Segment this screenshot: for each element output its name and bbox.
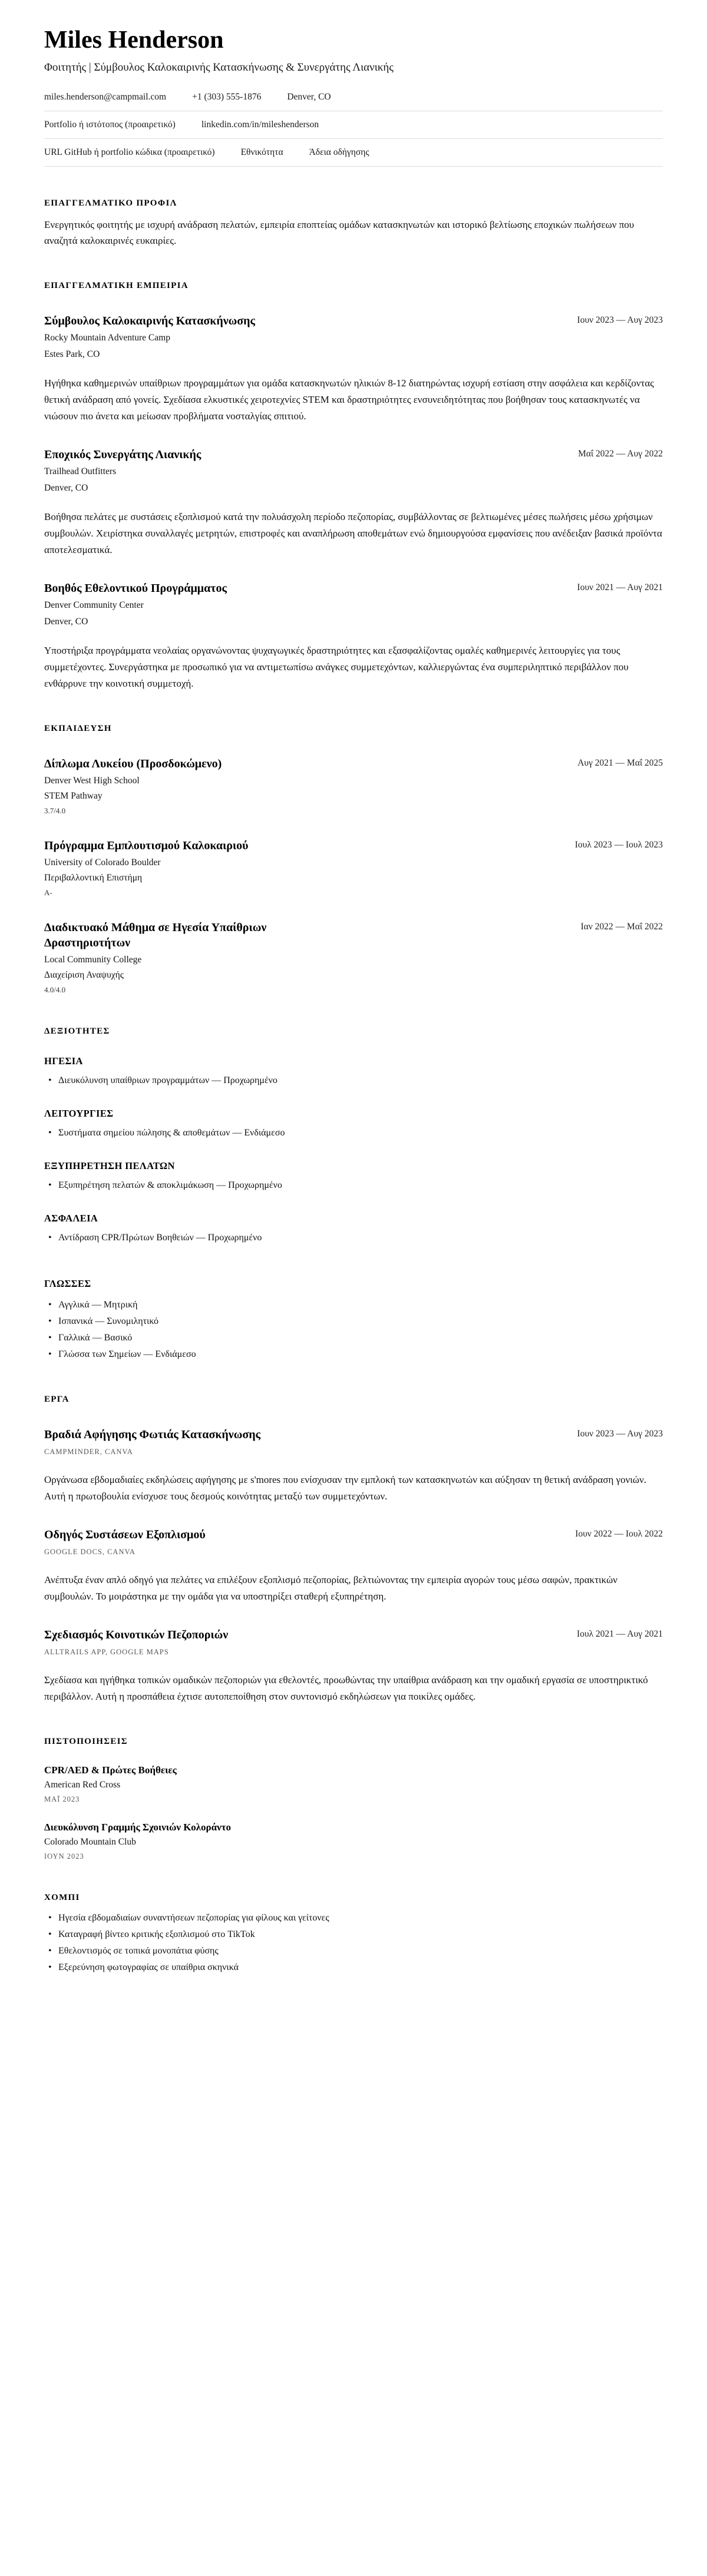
contact-row-2 [44,111,663,139]
contact-github: URL GitHub ή portfolio κώδικα (προαιρετικό) [44,147,215,158]
section-title-projects: ΕΡΓΑ [44,1395,70,1405]
section-hobbies [44,1893,663,1976]
project-entry-head [44,1427,663,1442]
contact-linkedin: linkedin.com/in/mileshenderson [201,120,319,130]
job-description: Ηγήθηκα καθημερινών υπαίθριων προγραμμάτων για ομάδα κατασκηνωτών ηλικιών 8-12 διατηρώντας ισχυρή εστίαση στην ασφάλεια και κερδίζοντας θετική ανάδραση από γονείς. Σχεδίασα ελκυστικές χειροτεχνίες STEM και δραστηριότητες ενσυνειδητότητας που βοήθησαν τους κατασκηνωτές να νιώσουν πιο άνετα και μείωσαν προβλήματα νοσταλγίας σπιτιού. [44,377,654,422]
contact-phone: +1 (303) 555-1876 [192,92,262,102]
section-title-experience: ΕΠΑΓΓΕΛΜΑΤΙΚΗ ΕΜΠΕΙΡΙΑ [44,280,189,290]
section-title-hobbies: ΧΟΜΠΙ [44,1893,80,1903]
section-title-languages: ΓΛΩΣΣΕΣ [44,1278,91,1290]
project-description: Ανέπτυξα έναν απλό οδηγό για πελάτες να επιλέξουν εξοπλισμό πεζοπορίας, βελτιώνοντας την εμπειρία αγορών τους μέσω σαφών, πρακτικών συμβουλών. Το μοιράστηκα με την ομάδα για να υποστηρίξει σταθερή εξυπηρέτηση. [44,1574,617,1602]
contact-driving-license: Άδεια οδήγησης [309,147,369,158]
hobby-item: • Ηγεσία εβδομαδιαίων συναντήσεων πεζοπορίας για φίλους και γείτονες [44,1910,663,1926]
skill-category-name: ΛΕΙΤΟΥΡΓΙΕΣ [44,1108,114,1120]
education-field: STEM Pathway [44,791,103,802]
contact-block [44,84,663,167]
section-projects [44,1395,663,1705]
profile-text: Ενεργητικός φοιτητής με ισχυρή ανάδραση πελατών, εμπειρία εποπτείας ομάδων κατασκηνωτών και ιστορικό βελτίωσης εποχικών πωλήσεων που αναζητά καλοκαιρινές ευκαιρίες. [44,219,635,247]
project-tools: CAMPMINDER, CANVA [44,1448,133,1456]
skill-item: • Διευκόλυνση υπαίθριων προγραμμάτων — Προχωρημένο [44,1072,663,1089]
project-dates: Ιουν 2023 — Αυγ 2023 [577,1429,663,1439]
job-location: Denver, CO [44,482,88,493]
contact-email: miles.henderson@campmail.com [44,92,167,102]
project-name: Οδηγός Συστάσεων Εξοπλισμού [44,1528,206,1542]
job-entry [44,581,663,692]
education-gpa: 3.7/4.0 [44,806,66,816]
education-dates: Ιαν 2022 — Μαΐ 2022 [580,922,663,932]
job-company: Trailhead Outfitters [44,466,117,476]
project-entry [44,1427,663,1505]
job-dates: Ιουν 2021 — Αυγ 2021 [577,582,663,592]
contact-location: Denver, CO [287,92,331,102]
job-entry [44,313,663,425]
job-company: Rocky Mountain Adventure Camp [44,332,170,343]
section-skills [44,1027,663,1246]
section-certifications [44,1737,663,1861]
education-school: Local Community College [44,955,142,965]
skill-item: • Συστήματα σημείου πώλησης & αποθεμάτων — Ενδιάμεσο [44,1125,663,1141]
education-school: Denver West High School [44,776,140,786]
project-dates: Ιουλ 2021 — Αυγ 2021 [577,1629,663,1640]
skill-category-name: ΑΣΦΑΛΕΙΑ [44,1213,98,1224]
job-description: Βοήθησα πελάτες με συστάσεις εξοπλισμού κατά την πολυάσχολη περίοδο πεζοπορίας, συμβάλλοντας σε βελτιωμένες μέσες πωλήσεις μέσω χρήσιμων συμβουλών. Χειρίστηκα συναλλαγές μετρητών, επιστροφές και αναπλήρωση αποθεμάτων ενώ δημιουργούσα εμφανίσεις που ανέδειξαν βασικά προϊόντα αποτελεσματικά. [44,511,662,555]
job-entry [44,447,663,558]
project-name: Βραδιά Αφήγησης Φωτιάς Κατασκήνωσης [44,1428,261,1442]
skill-category-name: ΕΞΥΠΗΡΕΤΗΣΗ ΠΕΛΑΤΩΝ [44,1160,175,1172]
education-entry [44,920,663,995]
project-tools: GOOGLE DOCS, CANVA [44,1548,136,1557]
job-location: Denver, CO [44,616,88,627]
skill-category [44,1160,663,1194]
job-entry-head [44,447,663,462]
education-field: Διαχείριση Αναψυχής [44,970,124,981]
job-company: Denver Community Center [44,600,144,610]
skill-item: • Εξυπηρέτηση πελατών & αποκλιμάκωση — Προχωρημένο [44,1177,663,1194]
certification-name: Διευκόλυνση Γραμμής Σχοινιών Κολοράντο [44,1822,232,1833]
resume-header [44,26,663,167]
education-school: University of Colorado Boulder [44,857,161,868]
education-entry-head [44,920,663,951]
section-title-profile: ΕΠΑΓΓΕΛΜΑΤΙΚΟ ΠΡΟΦΙΛ [44,198,177,208]
resume-subtitle: Φοιτητής | Σύμβουλος Καλοκαιρινής Κατασκήνωσης & Συνεργάτης Λιανικής [44,61,394,74]
certification-issuer: Colorado Mountain Club [44,1837,136,1847]
job-title: Εποχικός Συνεργάτης Λιανικής [44,448,201,461]
language-item: • Αγγλικά — Μητρική [44,1297,663,1313]
section-title-skills: ΔΕΞΙΟΤΗΤΕΣ [44,1027,110,1037]
hobby-item: • Εξερεύνηση φωτογραφίας σε υπαίθρια σκηνικά [44,1959,663,1976]
skill-category [44,1055,663,1089]
education-degree: Πρόγραμμα Εμπλουτισμού Καλοκαιριού [44,839,249,853]
job-entry-head [44,313,663,329]
language-item: • Ισπανικά — Συνομιλητικό [44,1313,663,1330]
job-entry-head [44,581,663,596]
education-gpa: 4.0/4.0 [44,985,66,995]
section-experience [44,281,663,692]
education-entry-head [44,838,663,853]
project-entry-head [44,1527,663,1542]
job-location: Estes Park, CO [44,349,100,359]
section-profile [44,198,663,249]
section-languages [44,1278,663,1363]
language-item: • Γαλλικά — Βασικό [44,1330,663,1346]
project-name: Σχεδιασμός Κοινοτικών Πεζοποριών [44,1628,229,1642]
skill-category [44,1213,663,1246]
contact-nationality: Εθνικότητα [240,147,283,158]
certification-name: CPR/AED & Πρώτες Βοήθειες [44,1764,177,1776]
language-list [44,1297,663,1363]
contact-row-3 [44,139,663,167]
project-dates: Ιουν 2022 — Ιουλ 2022 [575,1529,663,1539]
education-gpa: A- [44,888,52,898]
hobby-item: • Καταγραφή βίντεο κριτικής εξοπλισμού στο TikTok [44,1926,663,1943]
certification-entry [44,1764,663,1804]
education-field: Περιβαλλοντική Επιστήμη [44,873,143,883]
section-title-certifications: ΠΙΣΤΟΠΟΙΗΣΕΙΣ [44,1737,128,1747]
contact-row-1 [44,84,663,111]
contact-portfolio: Portfolio ή ιστότοπος (προαιρετικό) [44,120,176,130]
education-dates: Ιουλ 2023 — Ιουλ 2023 [574,840,663,850]
certification-date: ΙΟΥΝ 2023 [44,1852,84,1861]
job-dates: Ιουν 2023 — Αυγ 2023 [577,314,663,325]
project-entry-head [44,1627,663,1643]
job-title: Σύμβουλος Καλοκαιρινής Κατασκήνωσης [44,314,255,327]
job-description: Υποστήριξα προγράμματα νεολαίας οργανώνοντας ψυχαγωγικές δραστηριότητες και εξασφαλίζοντας ομαλές καθημερινές λειτουργίες για τους συμμετέχοντες. Συνεργάστηκα με προσωπικό για να αντιμετωπίσω ανάγκες συμμετεχόντων, καλλιεργώντας ένα συμπεριληπτικό περιβάλλον που ενθάρρυνε την κοινοτική συμμετοχή. [44,644,629,690]
education-degree: Διαδικτυακό Μάθημα σε Ηγεσία Υπαίθριων Δραστηριοτήτων [44,921,267,950]
project-description: Σχεδίασα και ηγήθηκα τοπικών ομαδικών πεζοποριών για εθελοντές, προωθώντας την υπαίθρια ανάδραση και την ομαδική εργασία σε υποστηρικτικό περιβάλλον. Αυτή η προσπάθεια έχτισε αυτοπεποίθηση στον συντονισμό εκδηλώσεων για ποικίλες ομάδες. [44,1674,648,1703]
language-item: • Γλώσσα των Σημείων — Ενδιάμεσο [44,1346,663,1363]
skill-item: • Αντίδραση CPR/Πρώτων Βοηθειών — Προχωρημένο [44,1230,663,1246]
hobby-list [44,1910,663,1976]
education-entry [44,838,663,898]
job-dates: Μαΐ 2022 — Αυγ 2022 [578,448,663,459]
skill-category-name: ΗΓΕΣΙΑ [44,1055,83,1067]
hobby-item: • Εθελοντισμός σε τοπικά μονοπάτια φύσης [44,1943,663,1959]
job-title: Βοηθός Εθελοντικού Προγράμματος [44,581,227,595]
section-education [44,724,663,995]
project-description: Οργάνωσα εβδομαδιαίες εκδηλώσεις αφήγησης με s'mores που ενίσχυσαν την εμπλοκή των κατασκηνωτών και αύξησαν τη θετική ανάδραση γονιών. Αυτή η πρωτοβουλία ενίσχυσε τους δεσμούς κοινότητας μεταξύ των συμμετεχόντων. [44,1474,647,1502]
project-entry [44,1627,663,1705]
section-title-education: ΕΚΠΑΙΔΕΥΣΗ [44,724,112,734]
project-tools: ALLTRAILS APP, GOOGLE MAPS [44,1648,169,1657]
education-degree: Δίπλωμα Λυκείου (Προσδοκώμενο) [44,757,222,771]
certification-entry [44,1822,663,1861]
resume-name: Miles Henderson [44,27,224,54]
certification-date: ΜΑΪ 2023 [44,1795,80,1804]
skill-category [44,1108,663,1141]
education-dates: Αυγ 2021 — Μαΐ 2025 [577,758,663,769]
certification-issuer: American Red Cross [44,1780,121,1790]
education-entry [44,756,663,816]
project-entry [44,1527,663,1605]
education-entry-head [44,756,663,772]
